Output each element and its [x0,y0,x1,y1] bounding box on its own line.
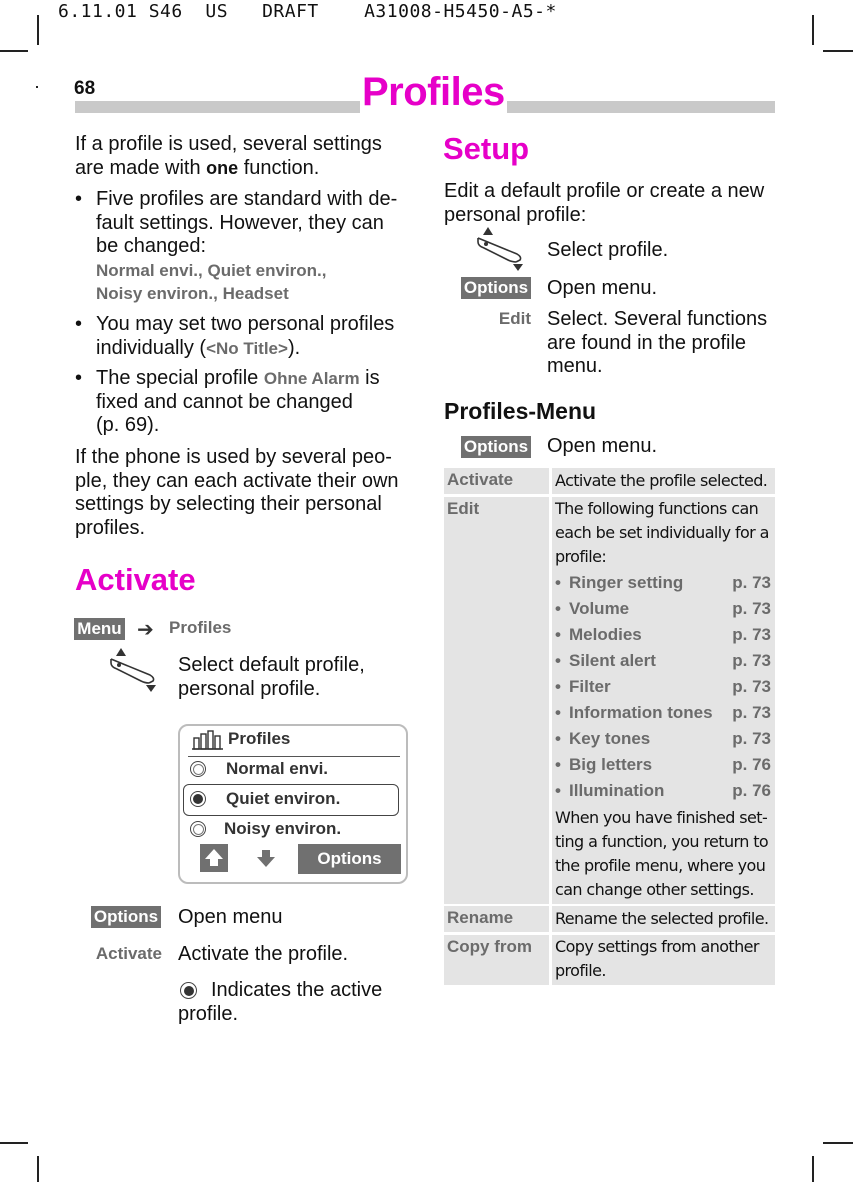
open-menu-desc: Open menu. [547,435,658,457]
list-item: • Silent alert p. 73 [555,651,771,670]
list-item: • Volume p. 73 [555,599,771,618]
arrow-icon: ➔ [137,617,154,641]
crop-mark [0,50,28,52]
open-menu-desc: Open menu. [547,277,658,299]
print-line: 6.11.01 S46 US DRAFT A31008-H5450-A5-* [58,1,557,22]
crop-mark [812,15,814,45]
title-divider [188,756,400,757]
list-item: • Filter p. 73 [555,677,771,696]
table-row-label: Copy from [447,937,532,956]
profile-names: Normal envi., Quiet environ., [96,260,327,280]
radio-icon [190,761,206,777]
activate-desc: Activate the profile. [178,943,349,965]
navigation-key-icon [472,224,532,272]
page-title: Profiles [362,70,505,114]
indicates-desc: Indicates the active profile. [178,979,383,1025]
crop-mark [36,86,38,88]
menu-softkey: Menu [74,618,125,640]
crop-mark [823,50,853,52]
list-item: • Illumination p. 76 [555,781,771,800]
crop-mark [0,1142,28,1144]
options-softkey: Options [461,277,531,299]
options-softkey: Options [91,906,161,928]
phone-title: Profiles [228,729,291,748]
crop-mark [37,1156,39,1182]
phone-display [178,724,408,884]
page-number: 68 [74,78,96,99]
table-row-desc: Activate the profile selected. [555,471,768,490]
phone-list-item[interactable]: Noisy environ. [224,819,342,838]
phone-options-softkey[interactable]: Options [298,844,401,874]
radio-selected-icon [190,791,206,807]
list-item: • Ringer setting p. 73 [555,573,771,592]
list-item: • Melodies p. 73 [555,625,771,644]
multiuser-paragraph: If the phone is used by several peo- ple, they can each activate their own settings by selecting their personal profiles. [75,446,399,539]
list-item: • Information tones p. 73 [555,703,771,722]
bullet-item: • Five profiles are standard with de- fault settings. However, they can be changed: Normal envi., Quiet environ., Noisy environ., Headset [75,188,415,306]
bullet-item: • The special profile Ohne Alarm is fixed and cannot be changed (p. 69). [75,367,380,436]
table-row-desc: Rename the selected profile. [555,909,769,928]
crop-mark [812,1156,814,1182]
select-default-desc: Select default profile, personal profile. [178,654,365,700]
navigation-key-icon [105,645,165,693]
options-softkey: Options [461,436,531,458]
table-row-desc: Copy settings from another profile. [555,937,759,980]
phone-list-item[interactable]: Normal envi. [226,759,329,778]
list-item: • Big letters p. 76 [555,755,771,774]
edit-label: Edit [498,309,531,328]
one-emphasis: one [206,157,239,178]
setup-desc: Edit a default profile or create a new personal profile: [444,180,765,226]
select-profile-desc: Select profile. [547,239,669,261]
edit-function-outro: When you have finished set- ting a function, you return to the profile menu, where you can change other settings. [555,808,769,899]
open-menu-desc: Open menu [178,906,283,928]
radio-icon [190,821,206,837]
crop-mark [823,1142,853,1144]
crop-mark [37,15,39,45]
table-row-label: Rename [447,908,514,927]
activate-label: Activate [95,944,162,963]
down-arrow-icon[interactable] [252,844,280,872]
list-item: • Key tones p. 73 [555,729,771,748]
profiles-menu-heading: Profiles-Menu [444,398,597,424]
function-list [555,573,771,807]
profiles-icon [192,730,224,750]
profile-names: Noisy environ., Headset [96,284,289,303]
phone-list-item[interactable]: Quiet environ. [226,789,341,808]
setup-heading: Setup [443,131,530,166]
table-cell [444,497,549,904]
edit-function-intro: The following functions can each be set individually for a profile: [555,499,769,566]
table-row-label: Activate [447,470,514,489]
activate-heading: Activate [75,562,196,597]
menu-path: Profiles [169,618,232,637]
bullet-item: • You may set two personal profiles individually (<No Title>). [75,313,395,359]
up-arrow-icon[interactable] [200,844,228,872]
edit-desc: Select. Several functions are found in the profile menu. [547,308,768,377]
intro-paragraph: If a profile is used, several settings are made with one function. [75,133,382,179]
table-row-label: Edit [447,499,480,518]
